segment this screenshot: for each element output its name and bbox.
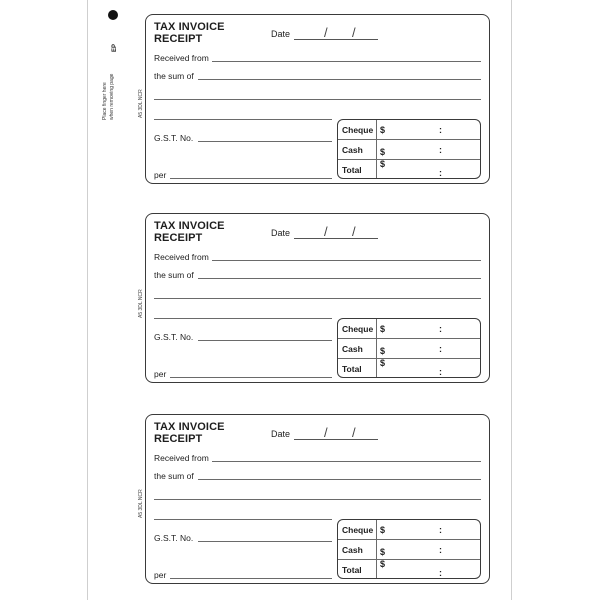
per-label: per: [154, 570, 167, 580]
date-separator-1: /: [324, 25, 328, 40]
date-label: Date: [271, 29, 291, 39]
cheque-row[interactable]: [338, 520, 480, 540]
receipt-3: [145, 414, 490, 584]
sum-of-field[interactable]: [198, 278, 481, 279]
title-line-2: RECEIPT: [154, 33, 203, 45]
total-row[interactable]: [338, 560, 480, 579]
instruction-line-1: Place finger here: [102, 82, 108, 120]
total-label: Total: [342, 565, 362, 575]
gst-number-field[interactable]: [198, 340, 332, 341]
gst-number-label: G.S.T. No.: [154, 332, 194, 342]
cash-currency: $: [380, 147, 386, 157]
total-cents-separator: :: [439, 168, 442, 178]
received-from-label: Received from: [154, 53, 209, 63]
receipt-2: [145, 213, 490, 383]
cheque-currency: $: [380, 125, 386, 135]
product-code-3: A5 3DL NCR: [138, 489, 144, 518]
cash-label: Cash: [342, 545, 363, 555]
date-separator-2: /: [352, 224, 356, 239]
gst-number-field[interactable]: [198, 141, 332, 142]
total-currency: $: [380, 358, 386, 368]
cheque-cents-separator: :: [439, 125, 442, 135]
per-signature-field[interactable]: [170, 178, 332, 179]
received-from-label: Received from: [154, 453, 209, 463]
cheque-currency: $: [380, 324, 386, 334]
binding-hole: [108, 10, 118, 20]
receipt-title: [154, 21, 225, 45]
cheque-cents-separator: :: [439, 324, 442, 334]
total-row[interactable]: [338, 359, 480, 378]
receipt-1: [145, 14, 490, 184]
receipt-title: [154, 220, 225, 244]
total-currency: $: [380, 559, 386, 569]
received-from-label: Received from: [154, 252, 209, 262]
cheque-row[interactable]: [338, 120, 480, 140]
cash-row[interactable]: [338, 140, 480, 160]
cash-cents-separator: :: [439, 145, 442, 155]
cash-row[interactable]: [338, 339, 480, 359]
sum-of-field[interactable]: [198, 79, 481, 80]
total-cents-separator: :: [439, 568, 442, 578]
title-line-2: RECEIPT: [154, 433, 203, 445]
product-code-1: A5 3DL NCR: [138, 89, 144, 118]
cash-label: Cash: [342, 344, 363, 354]
total-row[interactable]: [338, 160, 480, 179]
per-signature-field[interactable]: [170, 377, 332, 378]
sum-of-label: the sum of: [154, 270, 194, 280]
finger-placement-note: [102, 40, 120, 120]
total-currency: $: [380, 159, 386, 169]
sum-continuation-field[interactable]: [154, 499, 481, 500]
received-from-field[interactable]: [212, 61, 481, 62]
date-field[interactable]: [294, 238, 378, 239]
gst-number-field[interactable]: [198, 541, 332, 542]
date-field[interactable]: [294, 439, 378, 440]
date-label: Date: [271, 429, 291, 439]
cash-currency: $: [380, 346, 386, 356]
cash-cents-separator: :: [439, 545, 442, 555]
date-label: Date: [271, 228, 291, 238]
instruction-line-2: when removing page: [109, 73, 115, 120]
date-field[interactable]: [294, 39, 378, 40]
total-cents-separator: :: [439, 367, 442, 377]
payment-box: [337, 119, 481, 179]
product-code-2: A5 3DL NCR: [138, 289, 144, 318]
cheque-label: Cheque: [342, 525, 374, 535]
sum-of-field[interactable]: [198, 479, 481, 480]
gst-number-label: G.S.T. No.: [154, 133, 194, 143]
title-line-1: TAX INVOICE: [154, 421, 225, 433]
sum-continuation-field[interactable]: [154, 99, 481, 100]
per-label: per: [154, 170, 167, 180]
cash-label: Cash: [342, 145, 363, 155]
date-separator-1: /: [324, 425, 328, 440]
extra-line-field[interactable]: [154, 519, 332, 520]
cheque-label: Cheque: [342, 324, 374, 334]
cheque-row[interactable]: [338, 319, 480, 339]
payment-box: [337, 519, 481, 579]
sum-continuation-field[interactable]: [154, 298, 481, 299]
total-label: Total: [342, 364, 362, 374]
gst-number-label: G.S.T. No.: [154, 533, 194, 543]
date-separator-2: /: [352, 425, 356, 440]
extra-line-field[interactable]: [154, 119, 332, 120]
per-label: per: [154, 369, 167, 379]
brand-logo: EP: [112, 43, 118, 52]
title-line-1: TAX INVOICE: [154, 220, 225, 232]
extra-line-field[interactable]: [154, 318, 332, 319]
received-from-field[interactable]: [212, 260, 481, 261]
cash-currency: $: [380, 547, 386, 557]
cash-cents-separator: :: [439, 344, 442, 354]
sum-of-label: the sum of: [154, 471, 194, 481]
total-label: Total: [342, 165, 362, 175]
cheque-currency: $: [380, 525, 386, 535]
per-signature-field[interactable]: [170, 578, 332, 579]
receipt-title: [154, 421, 225, 445]
title-line-2: RECEIPT: [154, 232, 203, 244]
title-line-1: TAX INVOICE: [154, 21, 225, 33]
cheque-cents-separator: :: [439, 525, 442, 535]
sum-of-label: the sum of: [154, 71, 194, 81]
cash-row[interactable]: [338, 540, 480, 560]
cheque-label: Cheque: [342, 125, 374, 135]
received-from-field[interactable]: [212, 461, 481, 462]
date-separator-2: /: [352, 25, 356, 40]
payment-box: [337, 318, 481, 378]
date-separator-1: /: [324, 224, 328, 239]
